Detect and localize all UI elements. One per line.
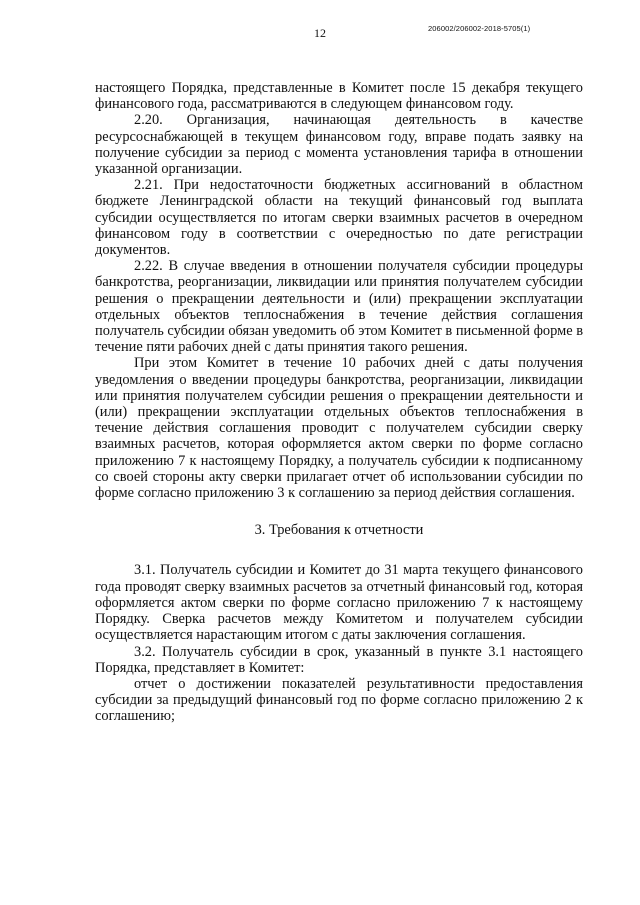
section-title: 3. Требования к отчетности [254, 522, 424, 539]
paragraph-3-1: 3.1. Получатель субсидии и Комитет до 31 марта текущего финансового года проводят сверку взаимных расчетов за отчетный финансовый год, которая оформляется актом сверки по форме согласно приложению 7 к настоящему Порядку. Сверка расчетов между Комитетом и получателем субсидии осуществляется нарастающим итогом с даты заключения соглашения. [95, 562, 583, 644]
paragraph-report-item: отчет о достижении показателей результативности предоставления субсидии за предыдущий финансовый год по форме согласно приложению 2 к соглашению; [95, 675, 583, 725]
paragraph-2-21: 2.21. При недостаточности бюджетных ассигнований в областном бюджете Ленинградской области на текущий финансовый год выплата субсидии осуществляется по итогам сверки взаимных расчетов в очередном финансовом году в соответствии с очередностью по дате регистрации документов. [95, 177, 583, 259]
paragraph-continuation: настоящего Порядка, представленные в Комитет после 15 декабря текущего финансового года, рассматриваются в следующем финансовом году. [95, 80, 583, 113]
paragraph-2-20: 2.20. Организация, начинающая деятельность в качестве ресурсоснабжающей в текущем финансовом году, вправе подать заявку на получение субсидии за период с момента установления тарифа в отношении указанной организации. [95, 112, 583, 178]
document-id: 206002/206002-2018-5705(1) [428, 24, 531, 33]
paragraph-3-2: 3.2. Получатель субсидии в срок, указанный в пункте 3.1 настоящего Порядка, представляет в Комитет: [95, 643, 583, 676]
paragraph-2-22: 2.22. В случае введения в отношении получателя субсидии процедуры банкротства, реорганизации, ликвидации или принятия получателем субсидии решения о прекращении деятельности и (или) прекращении эксплуатации отдельных объектов теплоснабжения в течение действия соглашения получатель субсидии обязан уведомить об этом Комитет в письменной форме в течение пяти рабочих дней с даты принятия такого решения. [95, 258, 583, 356]
paragraph-committee-verification: При этом Комитет в течение 10 рабочих дней с даты получения уведомления о введении процедуры банкротства, реорганизации, ликвидации или принятия получателем субсидии решения о прекращении деятельности и (или) прекращении эксплуатации отдельных объектов теплоснабжения в течение действия соглашения проводит с получателем субсидии сверку взаимных расчетов, которая оформляется актом сверки по форме согласно приложению 7 к настоящему Порядку, а получатель субсидии к подписанному со своей стороны акту сверки прилагает отчет об использовании субсидии по форме согласно приложению 3 к соглашению за период действия соглашения. [95, 355, 583, 502]
document-body [95, 80, 583, 725]
page-number: 12 [314, 26, 326, 40]
